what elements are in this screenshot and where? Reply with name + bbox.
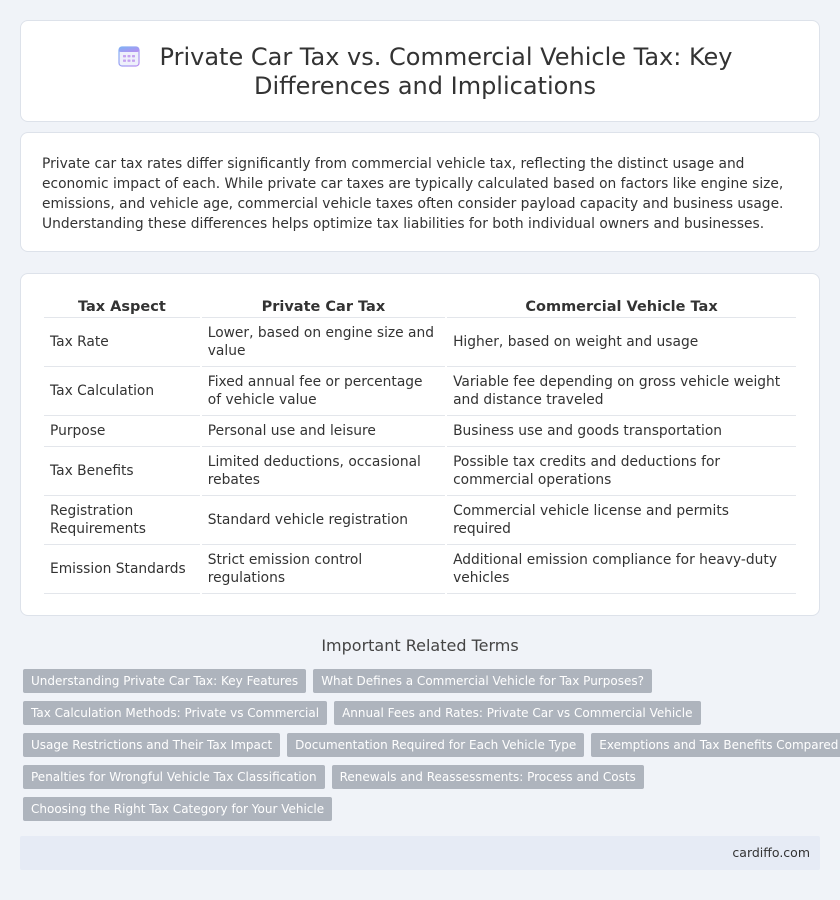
related-terms-title: Important Related Terms <box>321 636 519 655</box>
related-tag[interactable]: Renewals and Reassessments: Process and Costs <box>332 765 644 789</box>
calendar-icon <box>118 45 140 67</box>
row-aspect: Tax Benefits <box>44 447 200 496</box>
related-tag[interactable]: Understanding Private Car Tax: Key Features <box>23 669 306 693</box>
intro-card <box>20 132 820 252</box>
intro-paragraph: Private car tax rates differ significantly from commercial vehicle tax, reflecting the distinct usage and economic impact of each. While private car taxes are typically calculated based on factors like engine size, emissions, and vehicle age, commercial vehicle taxes often consider payload capacity and business usage. Understanding these differences helps optimize tax liabilities for both individual owners and businesses. <box>42 156 784 232</box>
header-card <box>20 20 820 122</box>
related-tag[interactable]: Annual Fees and Rates: Private Car vs Commercial Vehicle <box>334 701 700 725</box>
row-private: Standard vehicle registration <box>202 496 445 545</box>
comparison-table-card <box>20 273 820 616</box>
footer <box>20 836 820 870</box>
row-commercial: Variable fee depending on gross vehicle weight and distance traveled <box>447 367 796 416</box>
related-tag[interactable]: Documentation Required for Each Vehicle Type <box>287 733 584 757</box>
table-row <box>44 447 796 496</box>
header-tax-aspect: Tax Aspect <box>44 293 200 318</box>
related-tag[interactable]: Penalties for Wrongful Vehicle Tax Classification <box>23 765 325 789</box>
related-tag[interactable]: Tax Calculation Methods: Private vs Commercial <box>23 701 327 725</box>
row-aspect: Emission Standards <box>44 545 200 594</box>
table-row <box>44 416 796 447</box>
header-private-car-tax: Private Car Tax <box>202 293 445 318</box>
header-commercial-vehicle-tax: Commercial Vehicle Tax <box>447 293 796 318</box>
row-private: Limited deductions, occasional rebates <box>202 447 445 496</box>
row-aspect: Tax Calculation <box>44 367 200 416</box>
related-tag[interactable]: Choosing the Right Tax Category for Your Vehicle <box>23 797 332 821</box>
related-tag[interactable]: Exemptions and Tax Benefits Compared <box>591 733 840 757</box>
table-row <box>44 318 796 367</box>
row-aspect: Tax Rate <box>44 318 200 367</box>
footer-site-link[interactable]: cardiffo.com <box>732 845 810 860</box>
page-title-wrap <box>61 43 789 101</box>
row-commercial: Higher, based on weight and usage <box>447 318 796 367</box>
related-terms-tags <box>23 669 839 829</box>
row-private: Personal use and leisure <box>202 416 445 447</box>
table-row <box>44 367 796 416</box>
row-commercial: Business use and goods transportation <box>447 416 796 447</box>
row-private: Lower, based on engine size and value <box>202 318 445 367</box>
related-tag[interactable]: Usage Restrictions and Their Tax Impact <box>23 733 280 757</box>
row-commercial: Possible tax credits and deductions for commercial operations <box>447 447 796 496</box>
row-aspect: Registration Requirements <box>44 496 200 545</box>
table-header-row <box>44 293 796 318</box>
row-aspect: Purpose <box>44 416 200 447</box>
row-commercial: Commercial vehicle license and permits required <box>447 496 796 545</box>
table-row <box>44 496 796 545</box>
table-row <box>44 545 796 594</box>
row-commercial: Additional emission compliance for heavy-duty vehicles <box>447 545 796 594</box>
page-title: Private Car Tax vs. Commercial Vehicle Tax: Key Differences and Implications <box>159 43 733 100</box>
comparison-table <box>42 293 798 594</box>
related-tag[interactable]: What Defines a Commercial Vehicle for Tax Purposes? <box>313 669 652 693</box>
row-private: Fixed annual fee or percentage of vehicle value <box>202 367 445 416</box>
row-private: Strict emission control regulations <box>202 545 445 594</box>
